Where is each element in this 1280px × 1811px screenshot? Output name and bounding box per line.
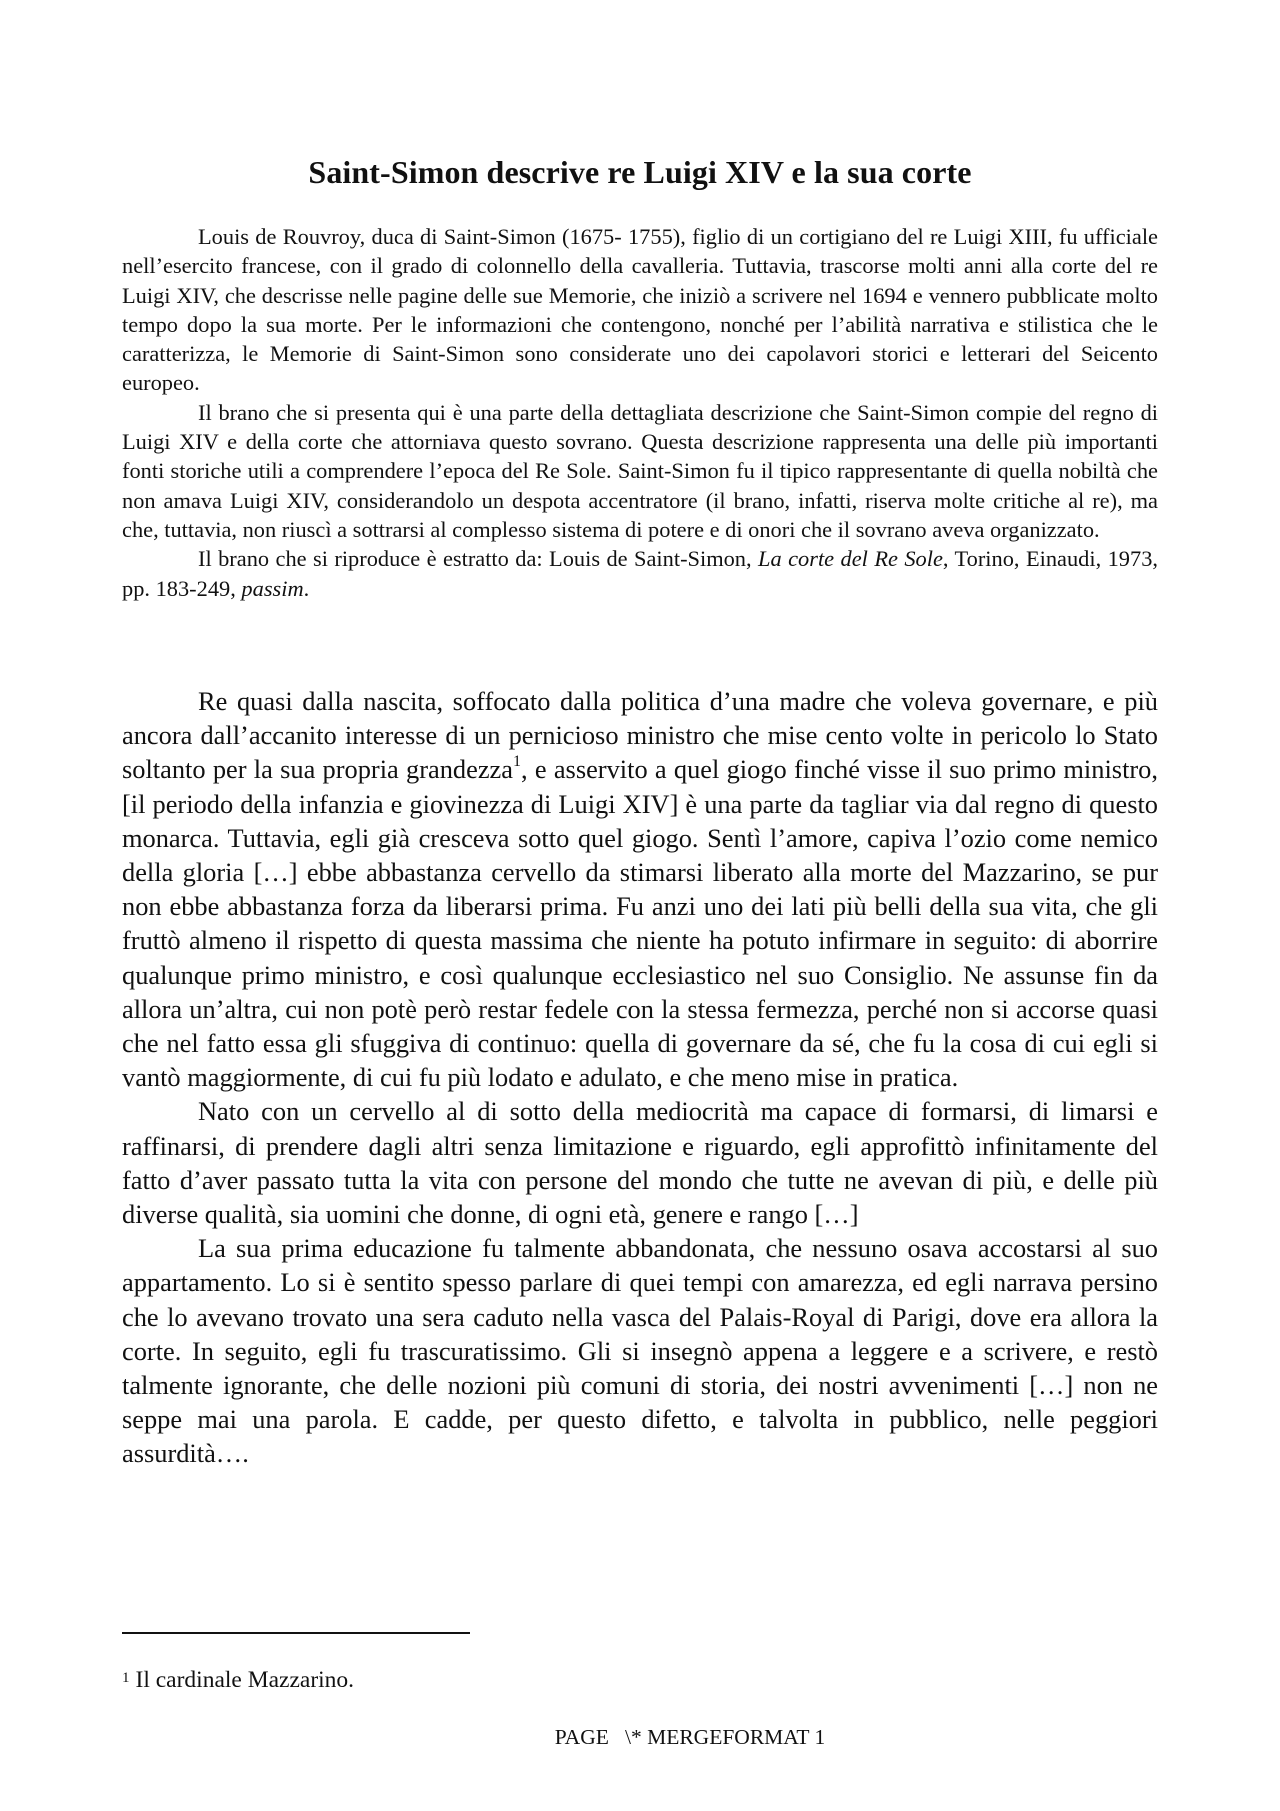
excerpt-section — [122, 684, 1158, 1471]
footnote-mark: 1 — [122, 1670, 130, 1686]
source-end: . — [303, 575, 310, 601]
book-title: La corte del Re Sole — [758, 546, 943, 572]
passim-note: passim — [241, 575, 304, 601]
page-title: Saint-Simon descrive re Luigi XIV e la sua corte — [308, 154, 972, 190]
footnote-reference[interactable]: 1 — [512, 753, 521, 771]
page-number-field: PAGE \* MERGEFORMAT 1 — [554, 1725, 826, 1749]
excerpt-paragraph-1-start: Re quasi dalla nascita, soffocato dalla politica d’una madre che voleva governare, e più ancora dall’accanito interesse di un pernicioso ministro che mise cento volte in pericolo lo Stato soltanto per la sua propria grandezza — [122, 686, 1158, 785]
footnote-separator — [122, 1632, 470, 1634]
excerpt-paragraph-1 — [122, 684, 1158, 1094]
excerpt-paragraph-2: Nato con un cervello al di sotto della mediocrità ma capace di formarsi, di limarsi e raffinarsi, di prendere dagli altri senza limitazione e riguardo, egli approfittò infinitamente del fatto d’aver passato tutta la vita con persone del mondo che tutte ne avevan di più, e delle più diverse qualità, sia uomini che donne, di ogni età, genere e rango […] — [122, 1096, 1158, 1230]
source-prefix: Il brano che si riproduce è estratto da: Louis de Saint-Simon, — [198, 546, 759, 572]
intro-paragraph-source — [122, 544, 1158, 603]
intro-section — [122, 222, 1158, 603]
source-details: , Torino, Einaudi, 1973, pp. 183-249, — [122, 546, 1158, 601]
footnote-text: Il cardinale Mazzarino. — [135, 1667, 355, 1693]
intro-paragraph-2: Il brano che si presenta qui è una parte della dettagliata descrizione che Saint-Simon compie del regno di Luigi XIV e della corte che attorniava questo sovrano. Questa descrizione rappresenta una delle più importanti fonti storiche utili a comprendere l’epoca del Re Sole. Saint-Simon fu il tipico rappresentante di quella nobiltà che non amava Luigi XIV, considerandolo un despota accentratore (il brano, infatti, riserva molte critiche al re), ma che, tuttavia, non riuscì a sottrarsi al complesso sistema di potere e di onori che il sovrano aveva organizzato. — [122, 399, 1158, 542]
excerpt-paragraph-3: La sua prima educazione fu talmente abbandonata, che nessuno osava accostarsi al suo appartamento. Lo si è sentito spesso parlare di quei tempi con amarezza, ed egli narrava persino che lo avevano trovato una sera caduto nella vasca del Palais-Royal di Parigi, dove era allora la corte. In seguito, egli fu trascuratissimo. Gli si insegnò appena a leggere e a scrivere, e restò talmente ignorante, che delle nozioni più comuni di storia, dei nostri avvenimenti […] non ne seppe mai una parola. E cadde, per questo difetto, e talvolta in pubblico, nelle peggiori assurdità…. — [122, 1233, 1158, 1469]
intro-paragraph-1: Louis de Rouvroy, duca di Saint-Simon (1675- 1755), figlio di un cortigiano del re Luigi XIII, fu ufficiale nell’esercito francese, con il grado di colonnello della cavalleria. Tuttavia, trascorse molti anni alla corte del re Luigi XIV, che descrisse nelle pagine delle sue Memorie, che iniziò a scrivere nel 1694 e vennero pubblicate molto tempo dopo la sua morte. Per le informazioni che contengono, nonché per l’abilità narrativa e stilistica che le caratterizza, le Memorie di Saint-Simon sono considerate uno dei capolavori storici e letterari del Seicento europeo. — [122, 224, 1158, 396]
footnote — [122, 1663, 1158, 1695]
excerpt-paragraph-1-end: , e asservito a quel giogo finché visse il suo primo ministro, [il periodo della infanzia e giovinezza di Luigi XIV] è una parte da tagliar via dal regno di questo monarca. Tuttavia, egli già cresceva sotto quel giogo. Sentì l’amore, capiva l’ozio come nemico della gloria […] ebbe abbastanza cervello da stimarsi liberato alla morte del Mazzarino, se pur non ebbe abbastanza forza da liberarsi prima. Fu anzi uno dei lati più belli della sua vita, che gli fruttò almeno il rispetto di questa massima che niente ha potuto infirmare in seguito: di aborrire qualunque primo ministro, e così qualunque ecclesiastico nel suo Consiglio. Ne assunse fin da allora un’altra, cui non potè però restar fedele con la stessa fermezza, perché non si accorse quasi che nel fatto essa gli sfuggiva di continuo: quella di governare da sé, che fu la cosa di cui egli si vantò maggiormente, di cui fu più lodato e adulato, e che meno mise in pratica. — [122, 754, 1158, 1093]
